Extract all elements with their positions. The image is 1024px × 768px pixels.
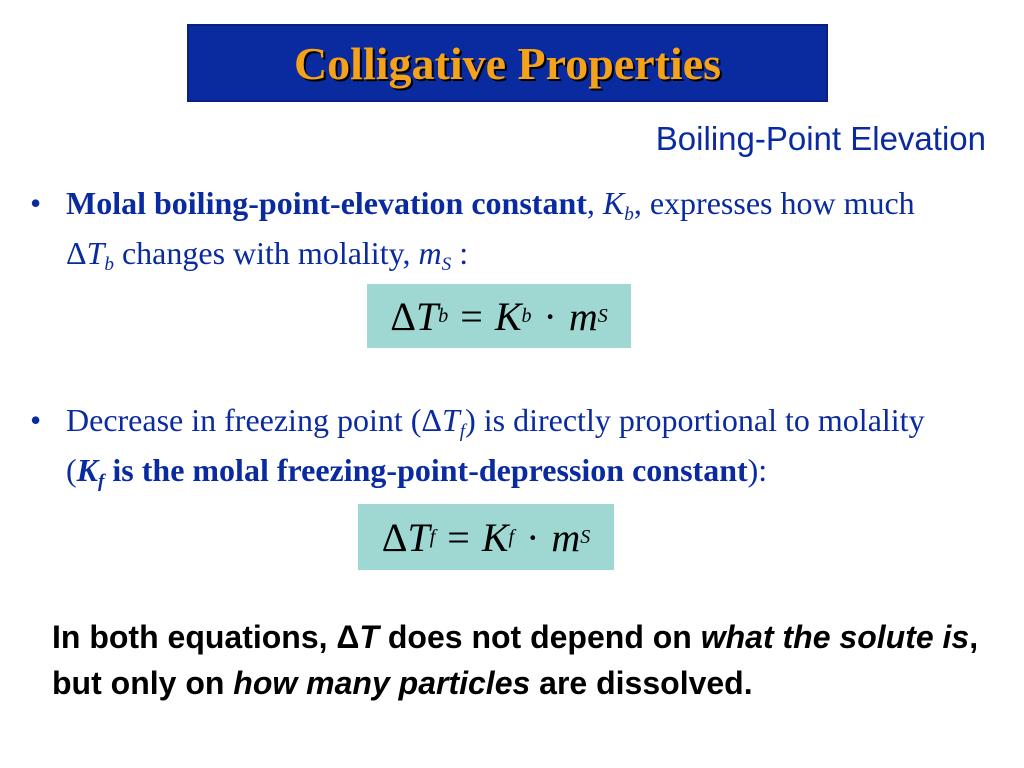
summary-statement — [52, 614, 992, 706]
text-fragment: , but only on — [52, 619, 979, 701]
section-subtitle: Boiling-Point Elevation — [655, 120, 986, 157]
text-fragment: In both equations, — [52, 619, 337, 655]
delta-symbol: Δ — [421, 402, 442, 438]
equals-sign: = — [460, 293, 483, 339]
text-fragment: ) is directly proportional to molality ( — [66, 402, 925, 488]
t-subscript: b — [104, 253, 114, 275]
emphasis-text: how many particles — [233, 665, 531, 701]
equals-sign: = — [447, 514, 470, 560]
eq-t-sub: f — [429, 525, 436, 548]
bullet-freezing-point — [30, 395, 960, 495]
text-fragment: : — [451, 235, 469, 271]
title-banner — [187, 24, 828, 102]
delta-symbol: Δ — [390, 293, 416, 339]
text-fragment: , — [586, 185, 595, 221]
eq-m-sub: S — [580, 525, 591, 548]
text-fragment: does not depend on — [378, 619, 701, 655]
text-fragment: Decrease in freezing point ( — [66, 402, 422, 438]
bullet-text — [66, 178, 960, 278]
boiling-point-equation — [367, 284, 631, 348]
t-symbol: T — [86, 235, 105, 271]
t-symbol: T — [441, 402, 460, 438]
m-subscript: S — [441, 253, 452, 275]
t-symbol: T — [359, 619, 379, 655]
eq-m-sub: S — [597, 304, 608, 327]
delta-symbol: Δ — [336, 619, 360, 655]
eq-t: T — [416, 293, 439, 339]
eq-k: K — [481, 514, 509, 560]
multiply-dot: · — [526, 514, 540, 560]
slide-title: Colligative Properties — [293, 37, 722, 89]
text-fragment: are dissolved. — [530, 665, 753, 701]
text-fragment: ): — [747, 452, 768, 488]
bold-term: Molal boiling-point-elevation constant — [66, 185, 587, 221]
eq-k-sub: f — [508, 525, 515, 548]
text-fragment: changes with molality, — [113, 235, 419, 271]
eq-m: m — [551, 514, 581, 560]
eq-m: m — [568, 293, 598, 339]
delta-symbol: Δ — [381, 514, 408, 560]
m-symbol: m — [418, 235, 442, 271]
kb-subscript: b — [624, 203, 634, 225]
bullet-marker: • — [30, 185, 42, 221]
emphasis-text: what the solute is — [700, 619, 970, 655]
freezing-point-equation — [358, 504, 614, 570]
kf-subscript: f — [98, 470, 105, 492]
kb-symbol: K — [602, 185, 625, 221]
eq-t-sub: b — [438, 304, 449, 327]
bold-term: is the molal freezing-point-depression constant — [104, 452, 748, 488]
t-subscript: f — [459, 420, 466, 442]
bullet-marker: • — [30, 402, 42, 438]
delta-symbol: Δ — [66, 235, 87, 271]
multiply-dot: · — [543, 293, 557, 339]
bullet-text — [66, 395, 960, 495]
eq-t: T — [407, 514, 430, 560]
kf-symbol: K — [76, 452, 98, 488]
bullet-boiling-constant — [30, 178, 960, 278]
eq-k: K — [494, 293, 522, 339]
text-fragment: , expresses how much — [633, 185, 915, 221]
eq-k-sub: b — [521, 304, 532, 327]
